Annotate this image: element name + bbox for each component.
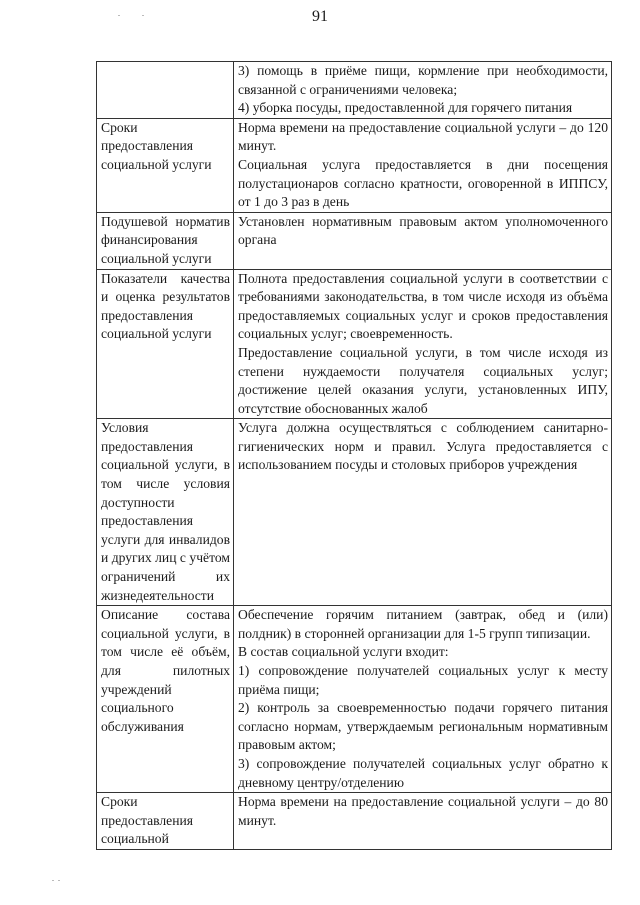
table-row: [97, 269, 612, 419]
row-content: [234, 793, 612, 850]
paragraph: Услуга должна осуществляться с соблюдением санитарно-гигиенических норм и правил. Услуга предоставляется с использованием посуды и столовых приборов учреждения: [238, 420, 608, 473]
row-label: Подушевой норматив финансирования социальной услуги: [97, 212, 234, 269]
paragraph: Обеспечение горячим питанием (завтрак, обед и (или) полдник) в сторонней организации для 1-5 групп типизации.: [238, 607, 608, 641]
row-label: [97, 62, 234, 119]
paragraph: 3) сопровождение получателей социальных услуг обратно к дневному центру/отделению: [238, 755, 608, 790]
row-content: [234, 269, 612, 419]
paragraph: Социальная услуга предоставляется в дни посещения полустационаров согласно кратности, оговоренной в ИППСУ, от 1 до 3 раз в день: [238, 156, 608, 210]
row-content: [234, 118, 612, 212]
scan-speck: [118, 15, 120, 16]
table-row: [97, 118, 612, 212]
paragraph: Установлен нормативным правовым актом уполномоченного органа: [238, 213, 608, 248]
table-row: [97, 606, 612, 793]
paragraph: В состав социальной услуги входит:: [238, 644, 449, 660]
scan-speck: [52, 880, 54, 881]
table-row: [97, 419, 612, 606]
service-standard-table: [96, 61, 612, 850]
paragraph: 1) сопровождение получателей социальных услуг к месту приёма пищи;: [238, 663, 608, 697]
paragraph: Норма времени на предоставление социальной услуги – до 80 минут.: [238, 794, 608, 828]
paragraph: 4) уборка посуды, предоставленной для горячего питания: [238, 100, 573, 116]
scan-speck: [142, 15, 144, 16]
paragraph: Норма времени на предоставление социальной услуги – до 120 минут.: [238, 119, 608, 154]
page-number: 91: [312, 8, 328, 25]
paragraph: 2) контроль за своевременностью подачи горячего питания согласно нормам, утверждаемым региональным нормативным правовым актом;: [238, 700, 608, 753]
paragraph: Полнота предоставления социальной услуги в соответствии с требованиями законодательства, в том числе исходя из объёма предоставляемых социальных услуг и сроков предоставления социальных услуг; своевременность.: [238, 270, 608, 342]
table-row: [97, 212, 612, 269]
row-label: Сроки предоставления социальной услуги: [97, 118, 234, 212]
paragraph: Предоставление социальной услуги, в том числе исходя из степени нуждаемости получателя социальных услуг; достижение целей оказания услуги, установленных ИПУ, отсутствие обоснованных жалоб: [238, 344, 608, 416]
scan-speck: [58, 880, 60, 881]
row-label: Описание состава социальной услуги, в том числе её объём, для пилотных учреждений социального обслуживания: [97, 606, 234, 793]
row-content: [234, 419, 612, 606]
paragraph: 3) помощь в приёме пищи, кормление при необходимости, связанной с ограничениями человека;: [238, 63, 608, 97]
row-label: Сроки предоставления социальной: [97, 793, 234, 850]
row-content: [234, 212, 612, 269]
row-content: [234, 606, 612, 793]
row-label: Показатели качества и оценка результатов предоставления социальной услуги: [97, 269, 234, 419]
row-label: Условия предоставления социальной услуги, в том числе условия доступности предоставления услуги для инвалидов и других лиц с учётом ограничений их жизнедеятельности: [97, 419, 234, 606]
table-row: [97, 793, 612, 850]
table-row: [97, 62, 612, 119]
row-content: [234, 62, 612, 119]
